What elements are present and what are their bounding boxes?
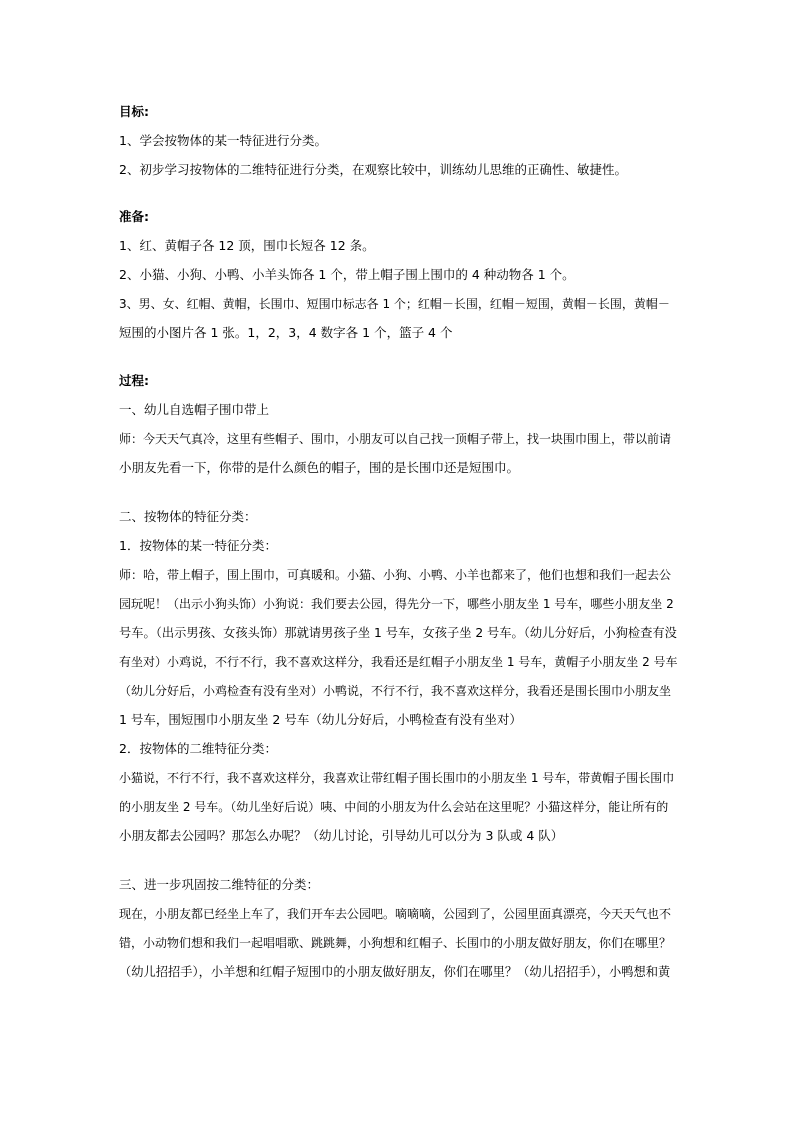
part3-line-3: （幼儿招招手），小羊想和红帽子短围巾的小朋友做好朋友，你们在哪里？（幼儿招招手），小鸭想和黄 xyxy=(119,965,671,979)
part2-sub2-line-3: 小朋友都去公园吗？那怎么办呢？（幼儿讨论，引导幼儿可以分为 3 队或 4 队） xyxy=(119,828,564,843)
part2-sub1-title: 1．按物体的某一特征分类： xyxy=(119,538,277,553)
prep-item-1: 1、红、黄帽子各 12 顶，围巾长短各 12 条。 xyxy=(119,238,375,253)
part3-title: 三、进一步巩固按二维特征的分类： xyxy=(119,877,320,892)
part2-title: 二、按物体的特征分类： xyxy=(119,509,257,524)
part2-sub1-line-2: 园玩呢！（出示小狗头饰）小狗说：我们要去公园，得先分一下，哪些小朋友坐 1 号车，哪些小朋友坐 2 xyxy=(119,597,674,611)
part1-title: 一、幼儿自选帽子围巾带上 xyxy=(119,402,270,417)
process-heading: 过程: xyxy=(119,373,149,388)
part2-sub2-line-1: 小猫说，不行不行，我不喜欢这样分，我喜欢让带红帽子围长围巾的小朋友坐 1 号车，带黄帽子围长围巾 xyxy=(119,771,675,785)
prep-heading: 准备: xyxy=(119,209,149,224)
goal-heading: 目标: xyxy=(119,104,149,119)
part2-sub1-line-3: 号车。（出示男孩、女孩头饰）那就请男孩子坐 1 号车，女孩子坐 2 号车。（幼儿分好后，小狗检查有没 xyxy=(119,626,677,640)
part1-line-2: 小朋友先看一下，你带的是什么颜色的帽子，围的是长围巾还是短围巾。 xyxy=(119,460,520,475)
part2-sub2-title: 2．按物体的二维特征分类： xyxy=(119,741,277,756)
part2-sub1-line-5: （幼儿分好后，小鸡检查有没有坐对）小鸭说，不行不行，我不喜欢这样分，我看还是围长围巾小朋友坐 xyxy=(119,684,672,698)
goal-item-1: 1、学会按物体的某一特征进行分类。 xyxy=(119,133,327,148)
part3-line-2: 错，小动物们想和我们一起唱唱歌、跳跳舞，小狗想和红帽子、长围巾的小朋友做好朋友，你们在哪里？ xyxy=(119,936,672,950)
part3-line-1: 现在，小朋友都已经坐上车了，我们开车去公园吧。嘀嘀嘀，公园到了，公园里面真漂亮，今天天气也不 xyxy=(119,907,672,921)
goal-item-2: 2、初步学习按物体的二维特征进行分类，在观察比较中，训练幼儿思维的正确性、敏捷性。 xyxy=(119,162,627,177)
part1-line-1: 师：今天天气真冷，这里有些帽子、围巾，小朋友可以自己找一顶帽子带上，找一块围巾围上，带以前请 xyxy=(119,432,672,446)
prep-item-3: 3、男、女、红帽、黄帽，长围巾、短围巾标志各 1 个；红帽－长围，红帽－短围，黄帽－长围，黄帽－ xyxy=(119,297,670,311)
prep-item-2: 2、小猫、小狗、小鸭、小羊头饰各 1 个，带上帽子围上围巾的 4 种动物各 1 个。 xyxy=(119,267,575,282)
prep-item-3-cont: 短围的小图片各 1 张。1，2，3，4 数字各 1 个，篮子 4 个 xyxy=(119,325,453,340)
part2-sub1-line-6: 1 号车，围短围巾小朋友坐 2 号车（幼儿分好后，小鸭检查有没有坐对） xyxy=(119,712,522,727)
part2-sub1-line-1: 师：哈，带上帽子，围上围巾，可真暖和。小猫、小狗、小鸭、小羊也都来了，他们也想和我们一起去公 xyxy=(119,568,672,582)
part2-sub1-line-4: 有坐对）小鸡说，不行不行，我不喜欢这样分，我看还是红帽子小朋友坐 1 号车，黄帽子小朋友坐 2 号车 xyxy=(119,655,678,669)
part2-sub2-line-2: 的小朋友坐 2 号车。（幼儿坐好后说）咦、中间的小朋友为什么会站在这里呢？小猫这样分，能让所有的 xyxy=(119,800,669,814)
